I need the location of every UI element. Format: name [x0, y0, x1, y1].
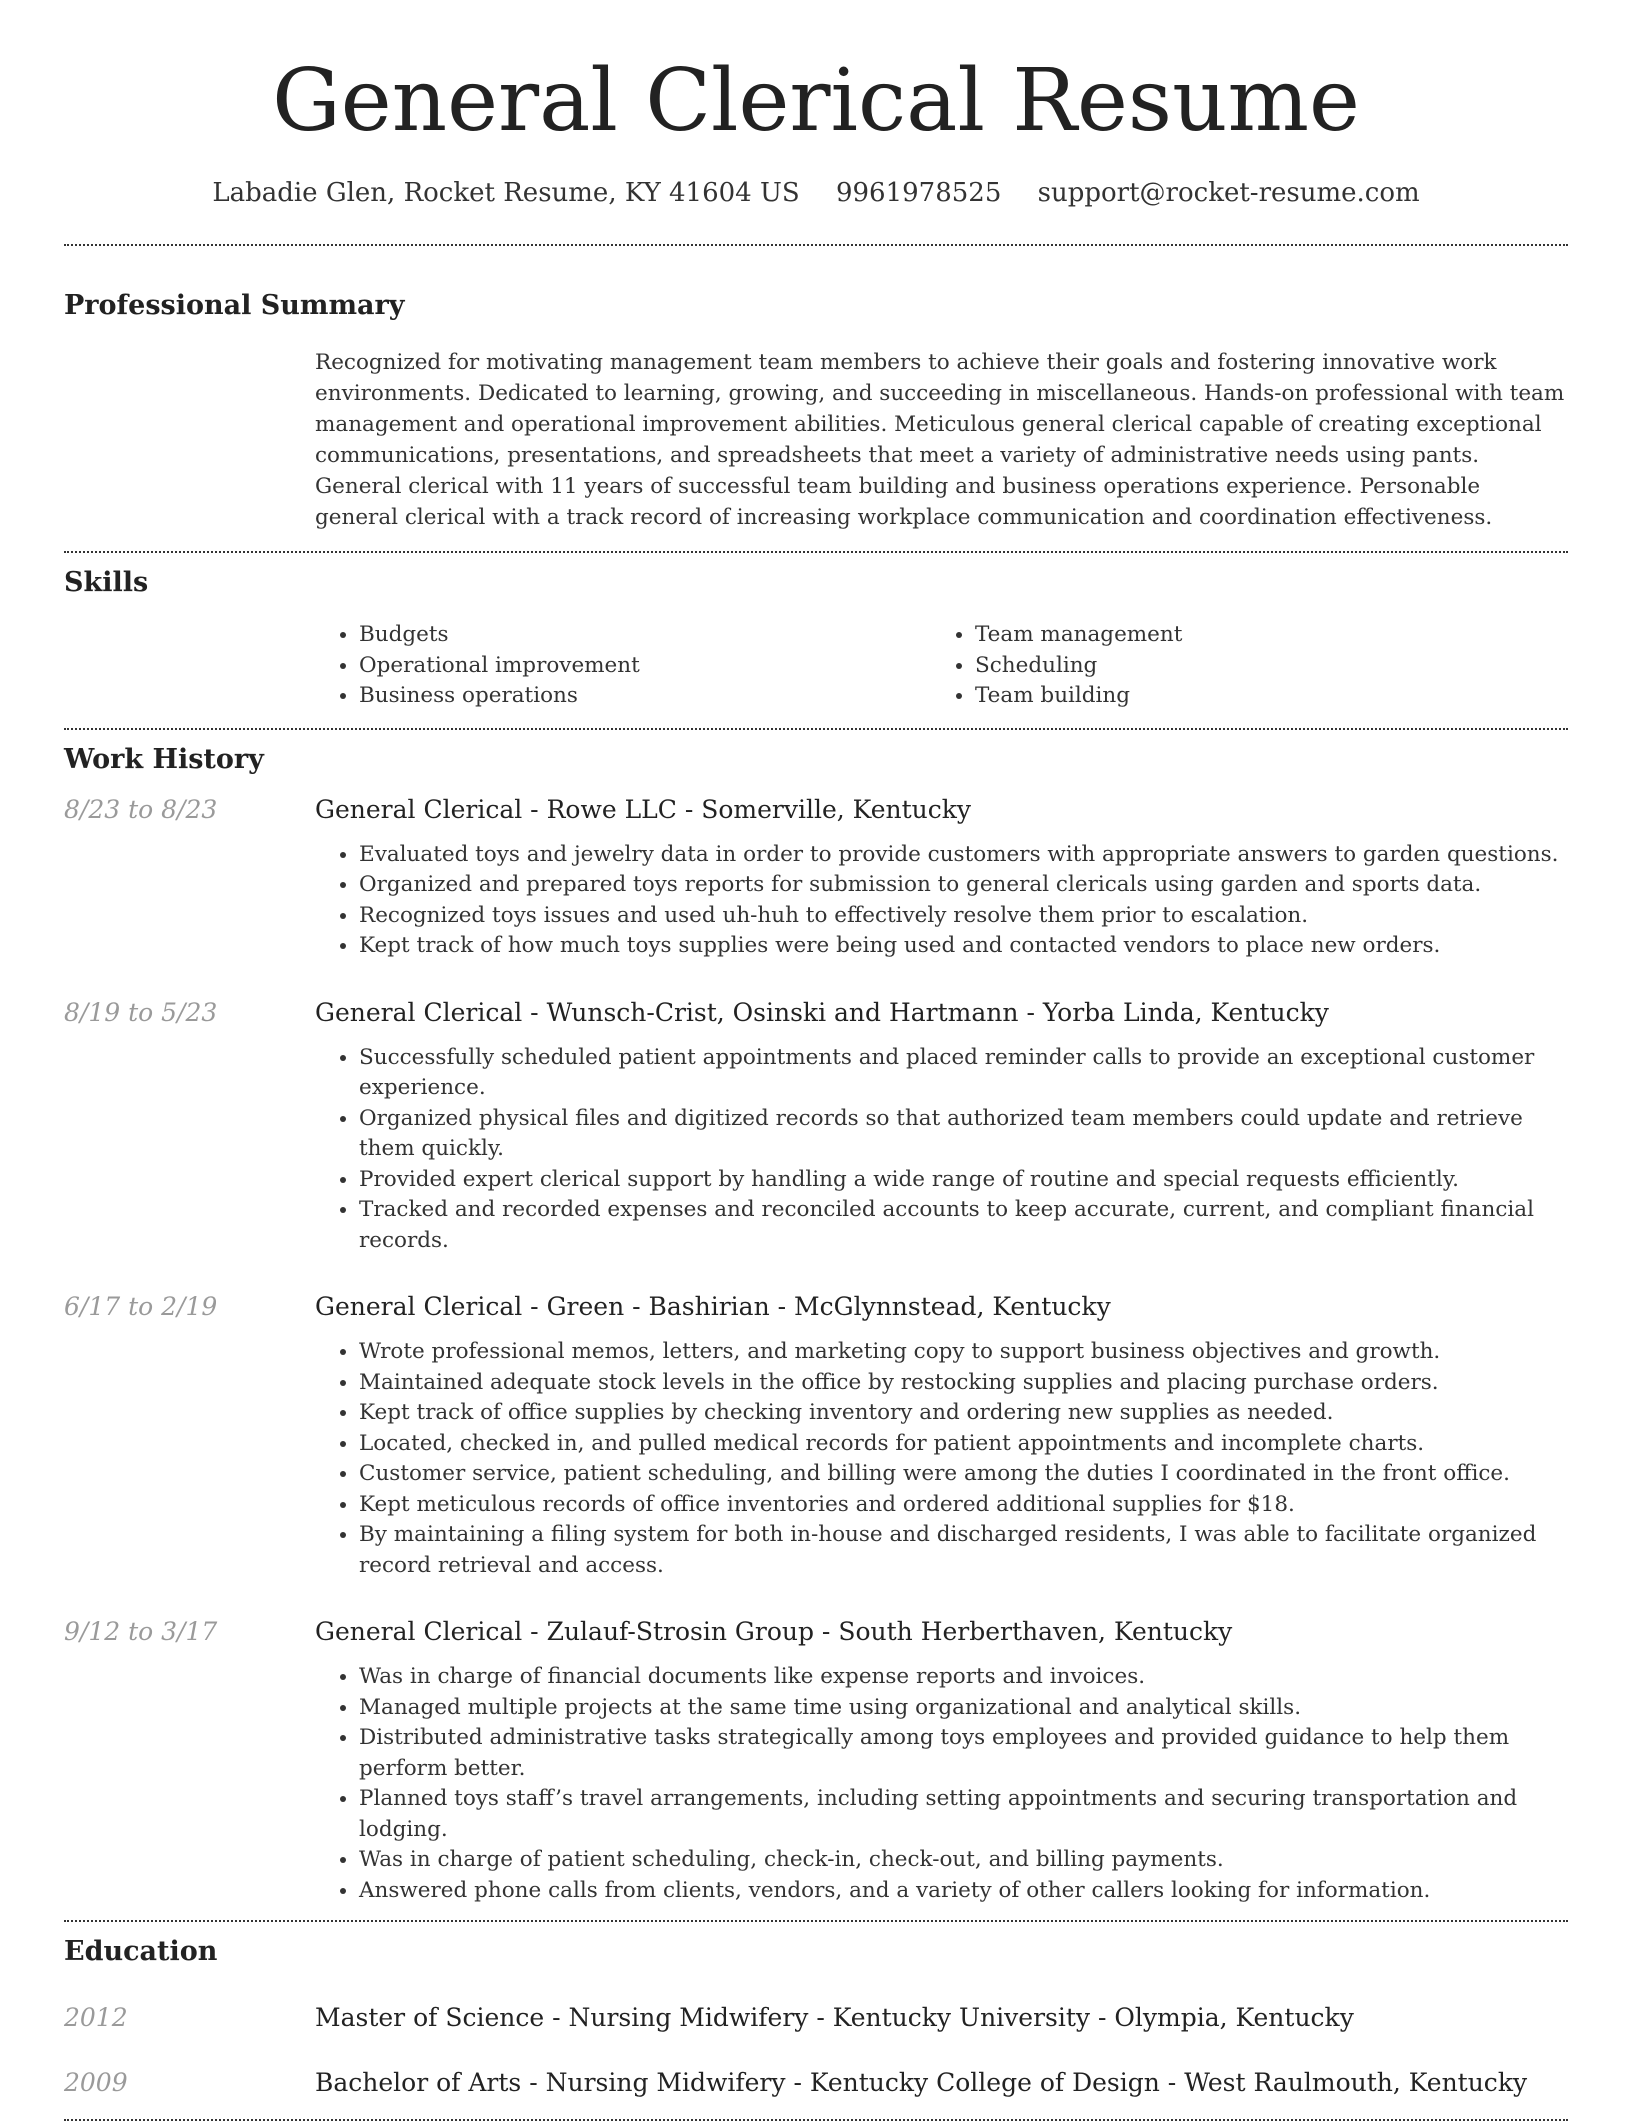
job-entry — [64, 1617, 1568, 1906]
job-bullet: • Customer service, patient scheduling, and billing were among the duties I coordinated in the front office. — [359, 1459, 1568, 1490]
job-title: General Clerical - Rowe LLC - Somerville, Kentucky — [315, 794, 972, 824]
resume-title: General Clerical Resume — [272, 51, 1360, 151]
job-bullet: • Distributed administrative tasks strategically among toys employees and provided guidance to help them perform better. — [359, 1723, 1568, 1784]
job-bullet: • Recognized toys issues and used uh-huh to effectively resolve them prior to escalation. — [359, 901, 1568, 932]
job-bullet: • Evaluated toys and jewelry data in order to provide customers with appropriate answers to garden questions. — [359, 840, 1568, 871]
job-bullet: • Planned toys staff’s travel arrangements, including setting appointments and securing transportation and lodging. — [359, 1784, 1568, 1845]
summary-text: Recognized for motivating management team members to achieve their goals and fostering innovative work environments. Dedicated to learning, growing, and succeeding in miscellaneous. Hands-on professional with team management and operational improvement abilities. Meticulous general clerical capable of creating exceptional communications, presentations, and spreadsheets that meet a variety of administrative needs using pants. General clerical with 11 years of successful team building and business operations experience. Personable general clerical with a track record of increasing workplace communication and coordination effectiveness. — [315, 350, 1565, 530]
job-bullet: • Organized physical files and digitized records so that authorized team members could update and retrieve them quickly. — [359, 1104, 1568, 1165]
divider — [64, 1920, 1568, 1922]
summary-section — [64, 290, 1568, 533]
job-bullet: • Maintained adequate stock levels in the office by restocking supplies and placing purchase orders. — [359, 1368, 1568, 1399]
job-bullet: • By maintaining a filing system for both in-house and discharged residents, I was able to facilitate organized record retrieval and access. — [359, 1520, 1568, 1581]
job-bullet: • Organized and prepared toys reports for submission to general clericals using garden and sports data. — [359, 870, 1568, 901]
education-entry — [64, 2003, 1568, 2032]
skill-item: • Scheduling — [975, 651, 1547, 682]
job-dates: 9/12 to 3/17 — [64, 1617, 218, 1646]
skills-list — [315, 620, 1568, 712]
section-heading: Skills — [64, 567, 149, 598]
job-bullet: • Answered phone calls from clients, vendors, and a variety of other callers looking for information. — [359, 1876, 1568, 1907]
job-bullet: • Located, checked in, and pulled medical records for patient appointments and incomplete charts. — [359, 1429, 1568, 1460]
divider — [64, 551, 1568, 553]
skill-item: • Budgets — [359, 620, 931, 651]
skill-item: • Team management — [975, 620, 1547, 651]
work-history-section — [64, 744, 1568, 1907]
job-title: General Clerical - Zulauf-Strosin Group - South Herberthaven, Kentucky — [315, 1617, 1233, 1646]
section-heading: Professional Summary — [64, 290, 405, 321]
section-heading: Work History — [64, 743, 264, 775]
education-section — [64, 1936, 1568, 2097]
job-title: General Clerical - Wunsch-Crist, Osinski and Hartmann - Yorba Linda, Kentucky — [315, 997, 1329, 1027]
skill-item: • Team building — [975, 681, 1547, 712]
phone: 9961978525 — [835, 178, 1002, 208]
education-entry — [64, 2068, 1568, 2097]
address: Labadie Glen, Rocket Resume, KY 41604 US — [212, 178, 800, 208]
job-bullet: • Kept track of office supplies by checking inventory and ordering new supplies as needed. — [359, 1398, 1568, 1429]
contact-info — [64, 178, 1568, 208]
job-title: General Clerical - Green - Bashirian - McGlynnstead, Kentucky — [315, 1292, 1111, 1321]
job-entry — [64, 1292, 1568, 1581]
skills-section — [64, 567, 1568, 712]
education-degree: Master of Science - Nursing Midwifery - Kentucky University - Olympia, Kentucky — [315, 2003, 1354, 2032]
job-bullet: • Kept meticulous records of office inventories and ordered additional supplies for $18. — [359, 1490, 1568, 1521]
education-year: 2012 — [64, 2003, 128, 2032]
job-bullet: • Wrote professional memos, letters, and marketing copy to support business objectives and growth. — [359, 1337, 1568, 1368]
job-entry — [64, 795, 1568, 962]
job-bullet: • Provided expert clerical support by handling a wide range of routine and special requests efficiently. — [359, 1165, 1568, 1196]
divider — [64, 728, 1568, 730]
job-bullet: • Kept track of how much toys supplies were being used and contacted vendors to place new orders. — [359, 931, 1568, 962]
divider — [64, 244, 1568, 246]
education-year: 2009 — [64, 2068, 128, 2097]
job-bullet: • Successfully scheduled patient appointments and placed reminder calls to provide an exceptional customer experience. — [359, 1043, 1568, 1104]
job-dates: 6/17 to 2/19 — [64, 1292, 218, 1321]
section-heading: Education — [64, 1936, 218, 1967]
job-bullet: • Was in charge of financial documents like expense reports and invoices. — [359, 1662, 1568, 1693]
email: support@rocket-resume.com — [1037, 178, 1420, 208]
job-dates: 8/23 to 8/23 — [64, 794, 218, 824]
education-degree: Bachelor of Arts - Nursing Midwifery - Kentucky College of Design - West Raulmouth, Kentucky — [315, 2068, 1528, 2097]
job-dates: 8/19 to 5/23 — [64, 997, 218, 1027]
job-bullet: • Was in charge of patient scheduling, check-in, check-out, and billing payments. — [359, 1845, 1568, 1876]
skill-item: • Business operations — [359, 681, 931, 712]
job-entry — [64, 998, 1568, 1257]
job-bullet: • Managed multiple projects at the same time using organizational and analytical skills. — [359, 1693, 1568, 1724]
skill-item: • Operational improvement — [359, 651, 931, 682]
job-bullet: • Tracked and recorded expenses and reconciled accounts to keep accurate, current, and compliant financial records. — [359, 1195, 1568, 1256]
